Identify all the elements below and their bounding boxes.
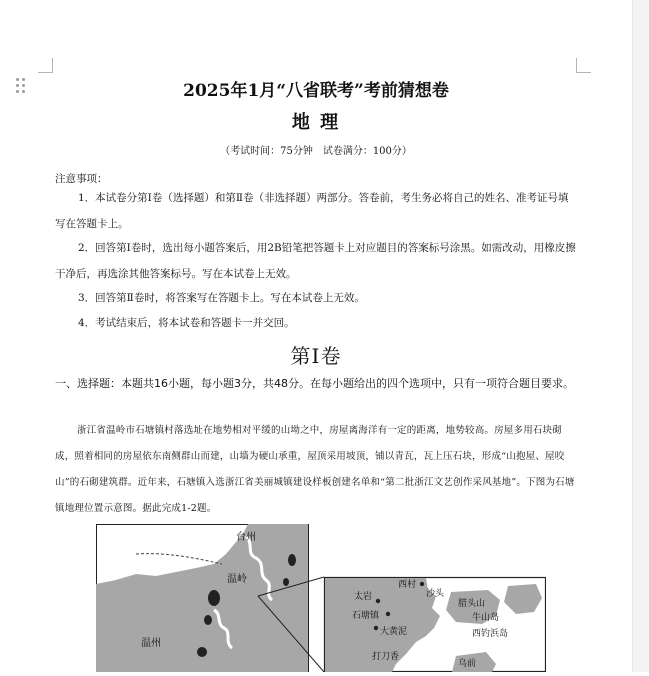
map-label-xidiaobangdao: 西钓浜岛 <box>472 629 509 639</box>
map-label-xicun: 西村 <box>398 580 417 590</box>
location-map <box>96 524 546 672</box>
crop-mark-left <box>38 58 53 73</box>
map-label-wuqian: 乌前 <box>458 659 477 669</box>
island-1 <box>288 554 296 566</box>
map-label-taizhou: 台州 <box>236 532 256 543</box>
map-label-dadaxiang: 打刀香 <box>372 652 400 662</box>
section-title: 第Ⅰ卷 <box>290 344 342 368</box>
map-label-shitang: 石塘镇 <box>352 611 380 621</box>
dot-datouhuang <box>374 626 378 630</box>
subject-title: 地 理 <box>291 112 341 133</box>
map-label-lietoushan: 腊头山 <box>458 599 486 609</box>
map-label-wenzhou: 温州 <box>141 638 161 649</box>
map-label-niushandao: 牛山岛 <box>472 613 500 623</box>
question-passage: 浙江省温岭市石塘镇村落选址在地势相对平缓的山坳之中，房屋离海洋有一定的距离，地势较高。房屋多用石块砌成，照着相同的房屋依东南侧群山而建，山墙为硬山承重，屋顶采用坡顶，铺以青瓦，瓦上压石块，形成“山抱屋、屋咬山”的石砌建筑群。近年来，石塘镇入选浙江省美丽城镇建设样板创建名单和“第二批浙江文艺创作采风基地”。下图为石塘镇地理位置示意图。据此完成1-2题。 <box>55 425 575 514</box>
notice-item-1: 1．本试卷分第Ⅰ卷（选择题）和第Ⅱ卷（非选择题）两部分。答卷前，考生务必将自己的姓名、准考证号填写在答题卡上。 <box>55 192 569 230</box>
question-header: 一、选择题：本题共16小题，每小题3分，共48分。在每小题给出的四个选项中，只有一项符合题目要求。 <box>55 377 574 390</box>
notice-item-4: 4．考试结束后，将本试卷和答题卡一并交回。 <box>78 317 295 329</box>
map-label-shatou: 沙头 <box>426 589 445 599</box>
dot-xicun <box>420 582 424 586</box>
dot-taiyan <box>376 599 380 603</box>
crop-mark-right <box>576 58 591 73</box>
map-label-taiyan: 太岩 <box>354 592 373 602</box>
dot-shitang <box>386 612 390 616</box>
exam-meta: （考试时间：75分钟 试卷满分：100分） <box>220 146 412 157</box>
notice-heading: 注意事项： <box>55 173 108 185</box>
island-5 <box>197 647 207 657</box>
island-2 <box>283 578 289 586</box>
notice-item-3: 3．回答第Ⅱ卷时，将答案写在答题卡上。写在本试卷上无效。 <box>78 292 365 304</box>
island-4 <box>204 615 212 625</box>
exam-title: 2025年1月“八省联考”考前猜想卷 <box>183 81 449 101</box>
island-3 <box>208 590 220 606</box>
notice-item-2: 2．回答第Ⅰ卷时，选出每小题答案后，用2B铅笔把答题卡上对应题目的答案标号涂黑。如需改动，用橡皮擦干净后，再选涂其他答案标号。写在本试卷上无效。 <box>55 242 576 280</box>
page-scroll-edge <box>632 0 649 672</box>
map-label-datouhuang: 大黄泥 <box>380 627 408 637</box>
map-label-wenling: 温岭 <box>227 574 247 585</box>
